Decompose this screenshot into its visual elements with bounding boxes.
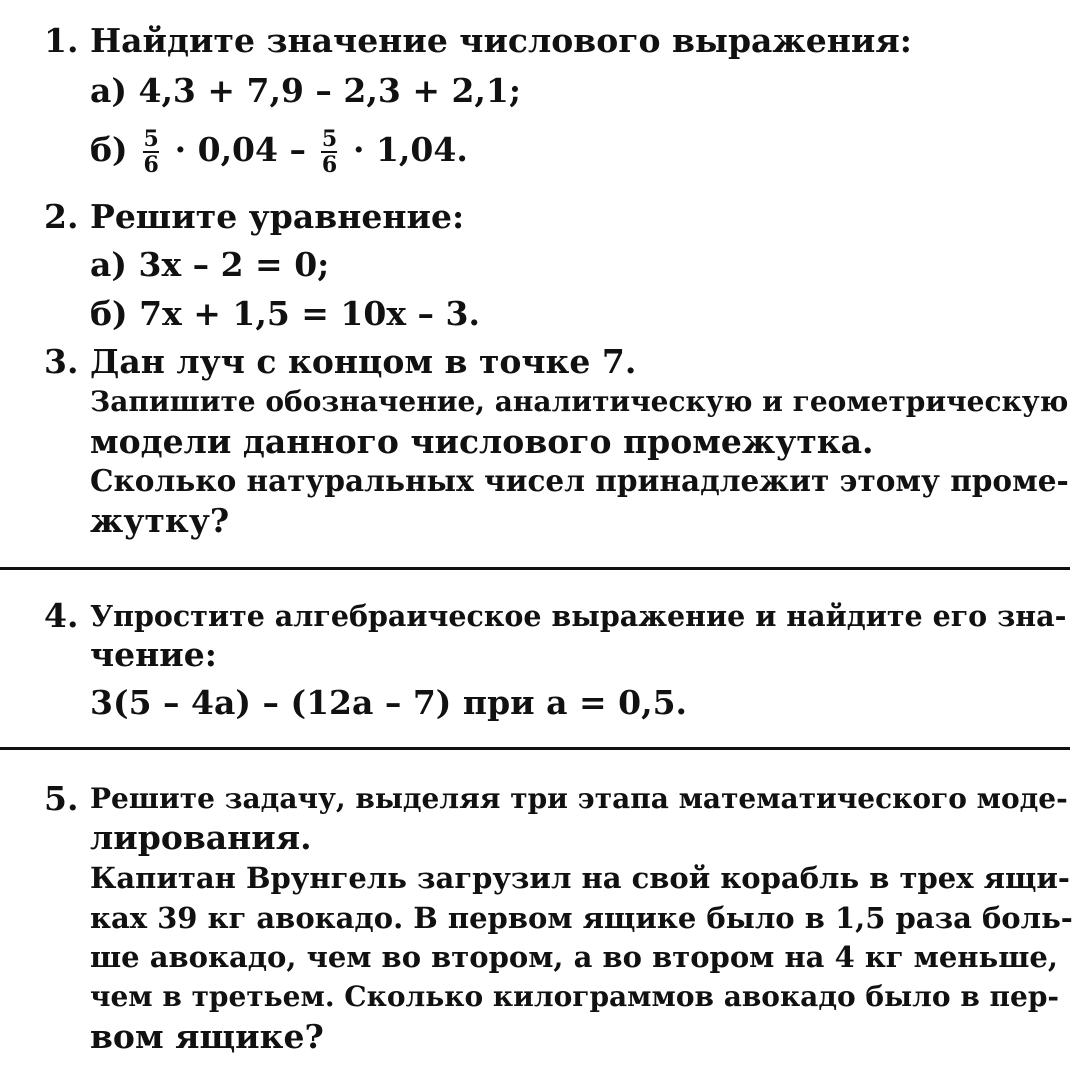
task-3-number: 3.	[44, 342, 79, 381]
task-1-number: 1.	[44, 21, 79, 60]
fraction-5-6	[143, 128, 159, 176]
task-5-line-2: лирования.	[90, 818, 312, 857]
task-3-line-3: модели данного числового промежутка.	[90, 422, 874, 461]
section-divider	[0, 747, 1070, 750]
task-5-line-5: ше авокадо, чем во втором, а во втором на 4 кг меньше,	[90, 940, 1058, 974]
task-2-prompt: Решите уравнение:	[90, 197, 465, 236]
fraction-5-6-second	[321, 128, 337, 176]
task-4-line-2: чение:	[90, 635, 217, 674]
task-4-expression: 3(5 – 4a) – (12a – 7) при a = 0,5.	[90, 683, 688, 722]
task-5-line-3: Капитан Врунгель загрузил на свой корабль в трех ящи-	[90, 861, 1070, 895]
task-1-part-b	[90, 128, 468, 176]
fraction-numerator: 5	[321, 126, 338, 152]
task-5-line-4: ках 39 кг авокадо. В первом ящике было в 1,5 раза боль-	[90, 901, 1073, 935]
task-1-part-b-end: · 1,04.	[352, 130, 468, 169]
task-2-part-a: а) 3x – 2 = 0;	[90, 245, 330, 284]
task-5-line-6: чем в третьем. Сколько килограммов авокадо было в пер-	[90, 980, 1060, 1013]
task-4-line-1: Упростите алгебраическое выражение и найдите его зна-	[90, 599, 1067, 633]
task-3-line-2: Запишите обозначение, аналитическую и геометрическую	[90, 385, 1069, 418]
fraction-denominator: 6	[321, 152, 338, 178]
task-2-part-b: б) 7x + 1,5 = 10x – 3.	[90, 294, 480, 333]
task-2-number: 2.	[44, 197, 79, 236]
section-divider	[0, 567, 1070, 570]
task-1-part-a: а) 4,3 + 7,9 – 2,3 + 2,1;	[90, 71, 522, 110]
task-1-part-b-middle: · 0,04 –	[174, 130, 306, 169]
task-1-part-b-label: б)	[90, 130, 128, 169]
task-3-line-5: жутку?	[90, 501, 230, 540]
fraction-denominator: 6	[143, 152, 159, 178]
task-3-line-4: Сколько натуральных чисел принадлежит этому проме-	[90, 463, 1069, 498]
task-5-number: 5.	[44, 779, 79, 818]
task-4-number: 4.	[44, 596, 79, 635]
task-5-line-7: вом ящике?	[90, 1017, 324, 1056]
task-5-line-1: Решите задачу, выделяя три этапа математического моде-	[90, 782, 1068, 815]
task-3-line-1: Дан луч с концом в точке 7.	[90, 342, 637, 381]
fraction-numerator: 5	[143, 126, 159, 152]
task-1-prompt: Найдите значение числового выражения:	[90, 21, 912, 60]
